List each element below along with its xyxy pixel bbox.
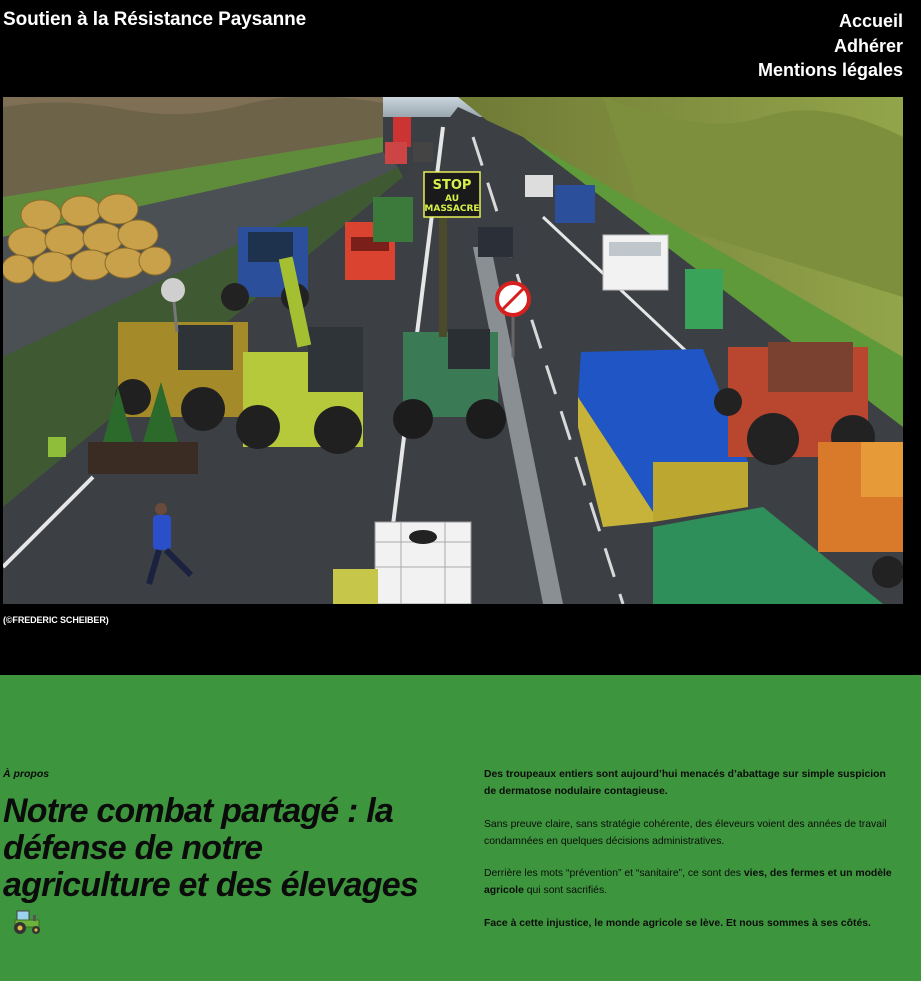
- protest-sign-line2: AU: [445, 194, 459, 204]
- nav-link-adherer[interactable]: Adhérer: [833, 35, 903, 56]
- about-paragraph-4: Face à cette injustice, le monde agricole se lève. Et nous sommes à ses côtés.: [484, 917, 871, 929]
- nav-link-mentions-legales[interactable]: Mentions légales: [757, 60, 903, 80]
- about-paragraph-3-before: Derrière les mots “prévention” et “sanitaire”, ce sont des: [484, 868, 744, 879]
- about-eyebrow: À propos: [3, 768, 50, 780]
- about-paragraph-3: [484, 865, 894, 899]
- main-nav: [758, 9, 903, 83]
- protest-sign-line1: STOP: [432, 178, 472, 193]
- about-paragraph-3-after: qui sont sacrifiés.: [523, 885, 608, 896]
- site-title[interactable]: Soutien à la Résistance Paysanne: [3, 9, 307, 30]
- nav-link-accueil[interactable]: Accueil: [838, 11, 903, 31]
- about-heading: [3, 793, 423, 941]
- photo-credit: (©FREDERIC SCHEIBER): [3, 615, 109, 625]
- about-paragraph-3-strong: vies, des fermes et un modèle agricole: [484, 868, 892, 896]
- about-text: [484, 766, 894, 947]
- about-paragraph-2: Sans preuve claire, sans stratégie cohérente, des éleveurs voient des années de travail condamnées en quelques décisions administratives.: [484, 818, 887, 847]
- about-heading-text: Notre combat partagé : la défense de notre agriculture et des élevages: [3, 792, 418, 904]
- hero-image: [3, 97, 903, 604]
- site-header: [0, 0, 921, 96]
- tractor-icon: [9, 905, 45, 935]
- about-section: [0, 675, 921, 981]
- farmer-protest-photo: [3, 97, 903, 604]
- protest-sign-line3: MASSACRE: [424, 204, 480, 214]
- about-paragraph-1: Des troupeaux entiers sont aujourd’hui menacés d’abattage sur simple suspicion de dermatose nodulaire contagieuse.: [484, 769, 886, 797]
